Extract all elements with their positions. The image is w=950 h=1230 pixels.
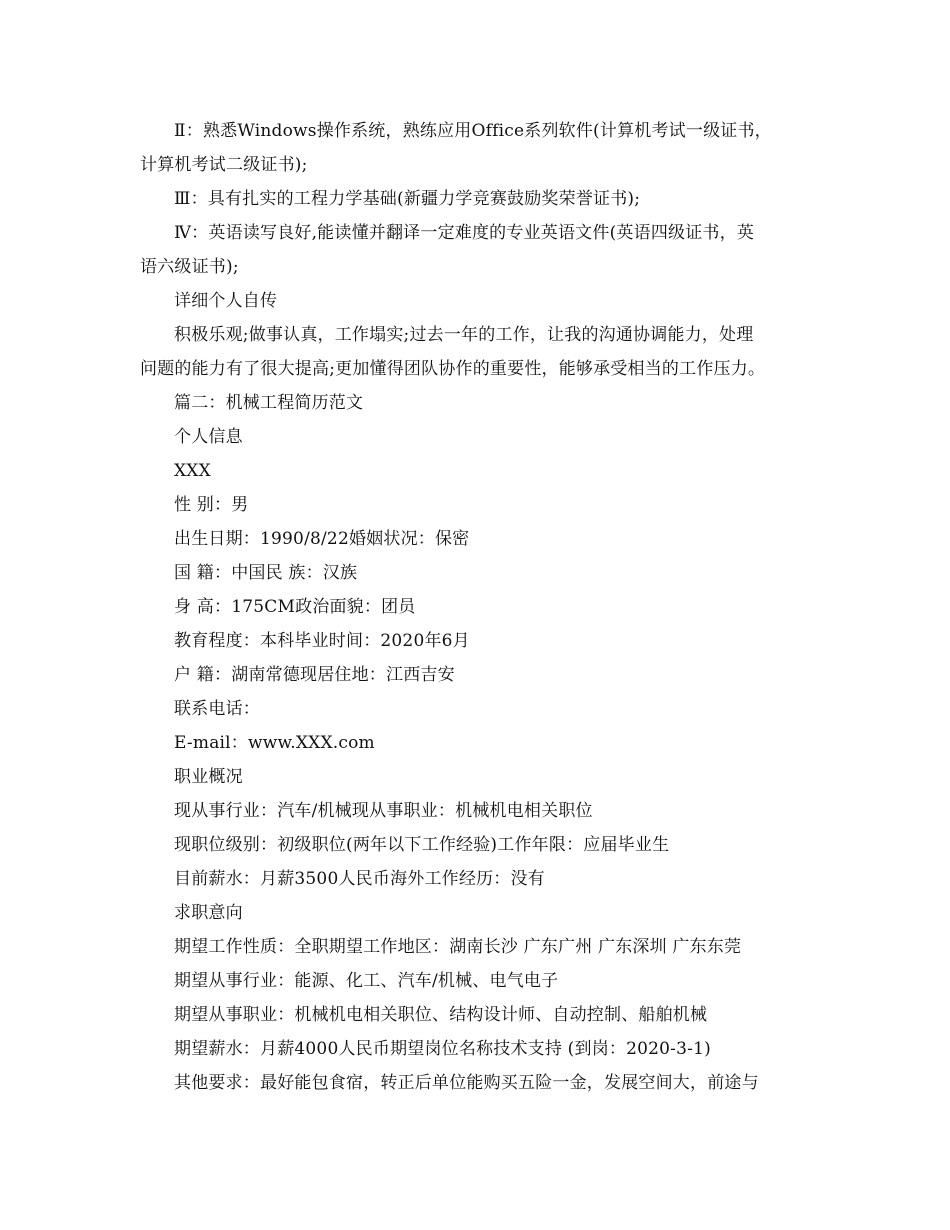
section-heading-personal-info: 个人信息 <box>174 427 243 447</box>
level-line: 现职位级别：初级职位(两年以下工作经验)工作年限：应届毕业生 <box>174 835 670 855</box>
other-requirements-line: 其他要求：最好能包食宿，转正后单位能购买五险一金，发展空间大，前途与 <box>174 1073 759 1093</box>
phone-line: 联系电话： <box>174 699 260 719</box>
skill-line-computer: Ⅱ：熟悉Windows操作系统，熟练应用Office系列软件(计算机考试一级证书， <box>174 121 772 141</box>
email-line: E-mail：www.XXX.com <box>174 733 375 753</box>
expected-nature-line: 期望工作性质：全职期望工作地区：湖南长沙 广东广州 广东深圳 广东东莞 <box>174 937 742 957</box>
chapter-title: 篇二：机械工程简历范文 <box>174 393 364 413</box>
education-line: 教育程度：本科毕业时间：2020年6月 <box>174 631 470 651</box>
skill-line-mechanics: Ⅲ：具有扎实的工程力学基础(新疆力学竞赛鼓励奖荣誉证书); <box>174 189 641 209</box>
autobiography-line-cont: 问题的能力有了很大提高;更加懂得团队协作的重要性，能够承受相当的工作压力。 <box>140 359 766 379</box>
birthdate-line: 出生日期：1990/8/22婚姻状况：保密 <box>174 529 470 549</box>
skill-line-english-cont: 语六级证书); <box>140 257 239 277</box>
autobiography-line: 积极乐观;做事认真，工作塌实;过去一年的工作，让我的沟通协调能力，处理 <box>174 325 754 345</box>
name-line: XXX <box>174 461 211 481</box>
residence-line: 户 籍：湖南常德现居住地：江西吉安 <box>174 665 455 685</box>
section-heading-intention: 求职意向 <box>174 903 243 923</box>
skill-line-computer-cont: 计算机考试二级证书); <box>140 155 308 175</box>
expected-occupation-line: 期望从事职业：机械机电相关职位、结构设计师、自动控制、船舶机械 <box>174 1005 708 1025</box>
industry-line: 现从事行业：汽车/机械现从事职业：机械机电相关职位 <box>174 801 593 821</box>
expected-industry-line: 期望从事行业：能源、化工、汽车/机械、电气电子 <box>174 971 559 991</box>
section-heading-autobiography: 详细个人自传 <box>174 291 278 311</box>
expected-salary-line: 期望薪水：月薪4000人民币期望岗位名称技术支持 (到岗：2020-3-1) <box>174 1039 711 1059</box>
salary-line: 目前薪水：月薪3500人民币海外工作经历：没有 <box>174 869 545 889</box>
section-heading-career: 职业概况 <box>174 767 243 787</box>
gender-line: 性 别：男 <box>174 495 249 515</box>
nationality-line: 国 籍：中国民 族：汉族 <box>174 563 358 583</box>
skill-line-english: Ⅳ：英语读写良好,能读懂并翻译一定难度的专业英语文件(英语四级证书，英 <box>174 223 755 243</box>
height-line: 身 高：175CM政治面貌：团员 <box>174 597 416 617</box>
